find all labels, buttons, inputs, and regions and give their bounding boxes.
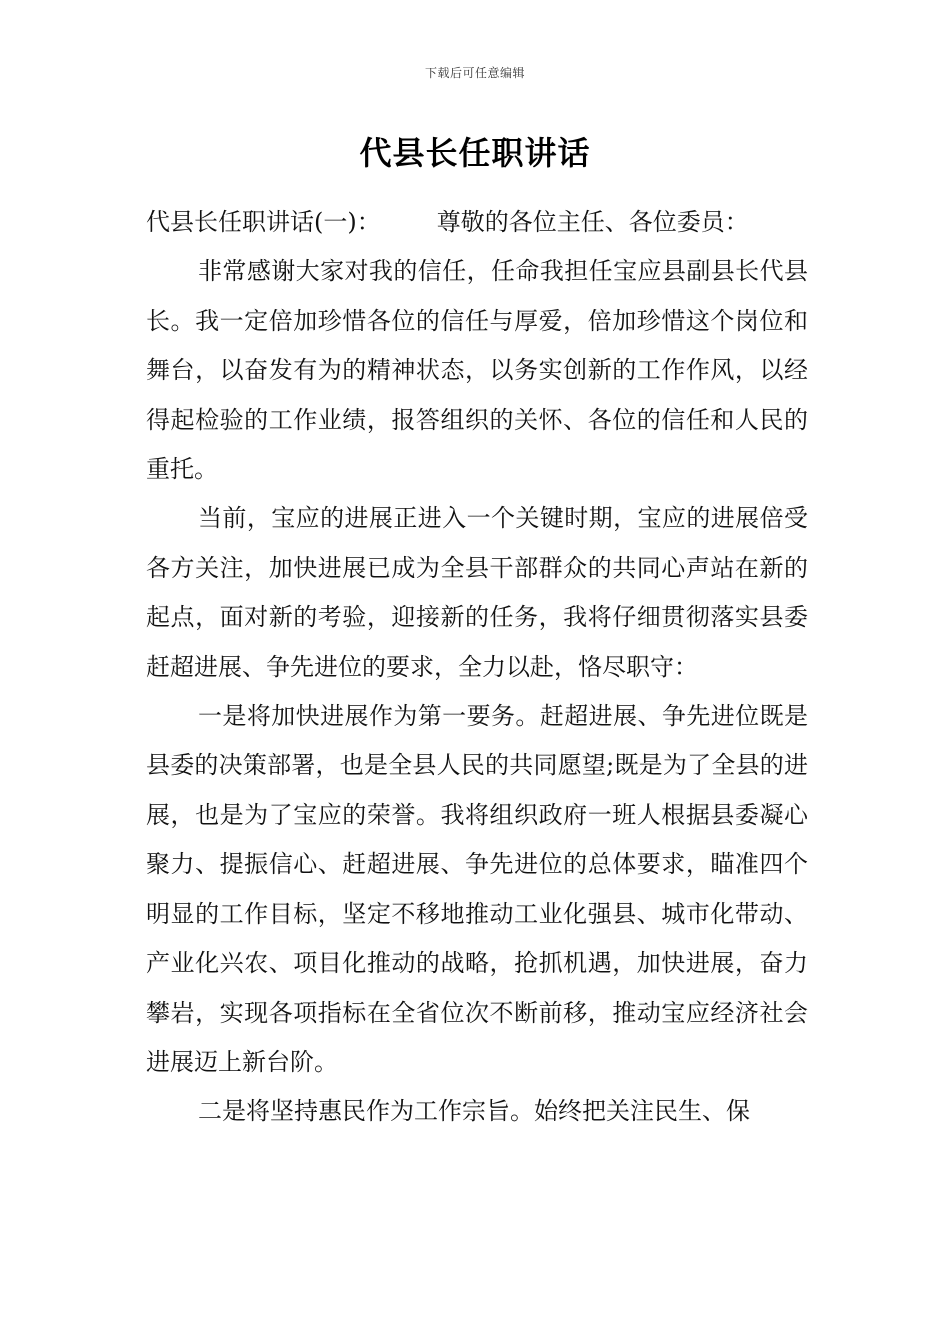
document-body [146,198,808,1137]
paragraph-2: 当前，宝应的进展正进入一个关键时期，宝应的进展倍受各方关注，加快进展已成为全县干部群众的共同心声站在新的起点，面对新的考验，迎接新的任务，我将仔细贯彻落实县委赶超进展、争先进位的要求，全力以赴，恪尽职守： [146,504,808,681]
salutation: 尊敬的各位主任、各位委员： [436,208,749,236]
paragraph-1: 非常感谢大家对我的信任，任命我担任宝应县副县长代县长。我一定倍加珍惜各位的信任与厚爱，倍加珍惜这个岗位和舞台，以奋发有为的精神状态，以务实创新的工作作风，以经得起检验的工作业绩，报答组织的关怀、各位的信任和人民的重托。 [146,257,808,484]
paragraph-3: 一是将加快进展作为第一要务。赶超进展、争先进位既是县委的决策部署，也是全县人民的共同愿望;既是为了全县的进展，也是为了宝应的荣誉。我将组织政府一班人根据县委凝心聚力、提振信心、赶超进展、争先进位的总体要求，瞄准四个明显的工作目标，坚定不移地推动工业化强县、城市化带动、产业化兴农、项目化推动的战略，抢抓机遇，加快进展，奋力攀岩，实现各项指标在全省位次不断前移，推动宝应经济社会进展迈上新台阶。 [146,702,808,1076]
paragraph-4: 二是将坚持惠民作为工作宗旨。始终把关注民生、保 [198,1097,750,1126]
header-note: 下载后可任意编辑 [424,66,525,80]
opening-label: 代县长任职讲话(一)： [146,208,381,236]
document-title: 代县长任职讲话 [359,134,591,172]
opening-line [146,198,808,247]
